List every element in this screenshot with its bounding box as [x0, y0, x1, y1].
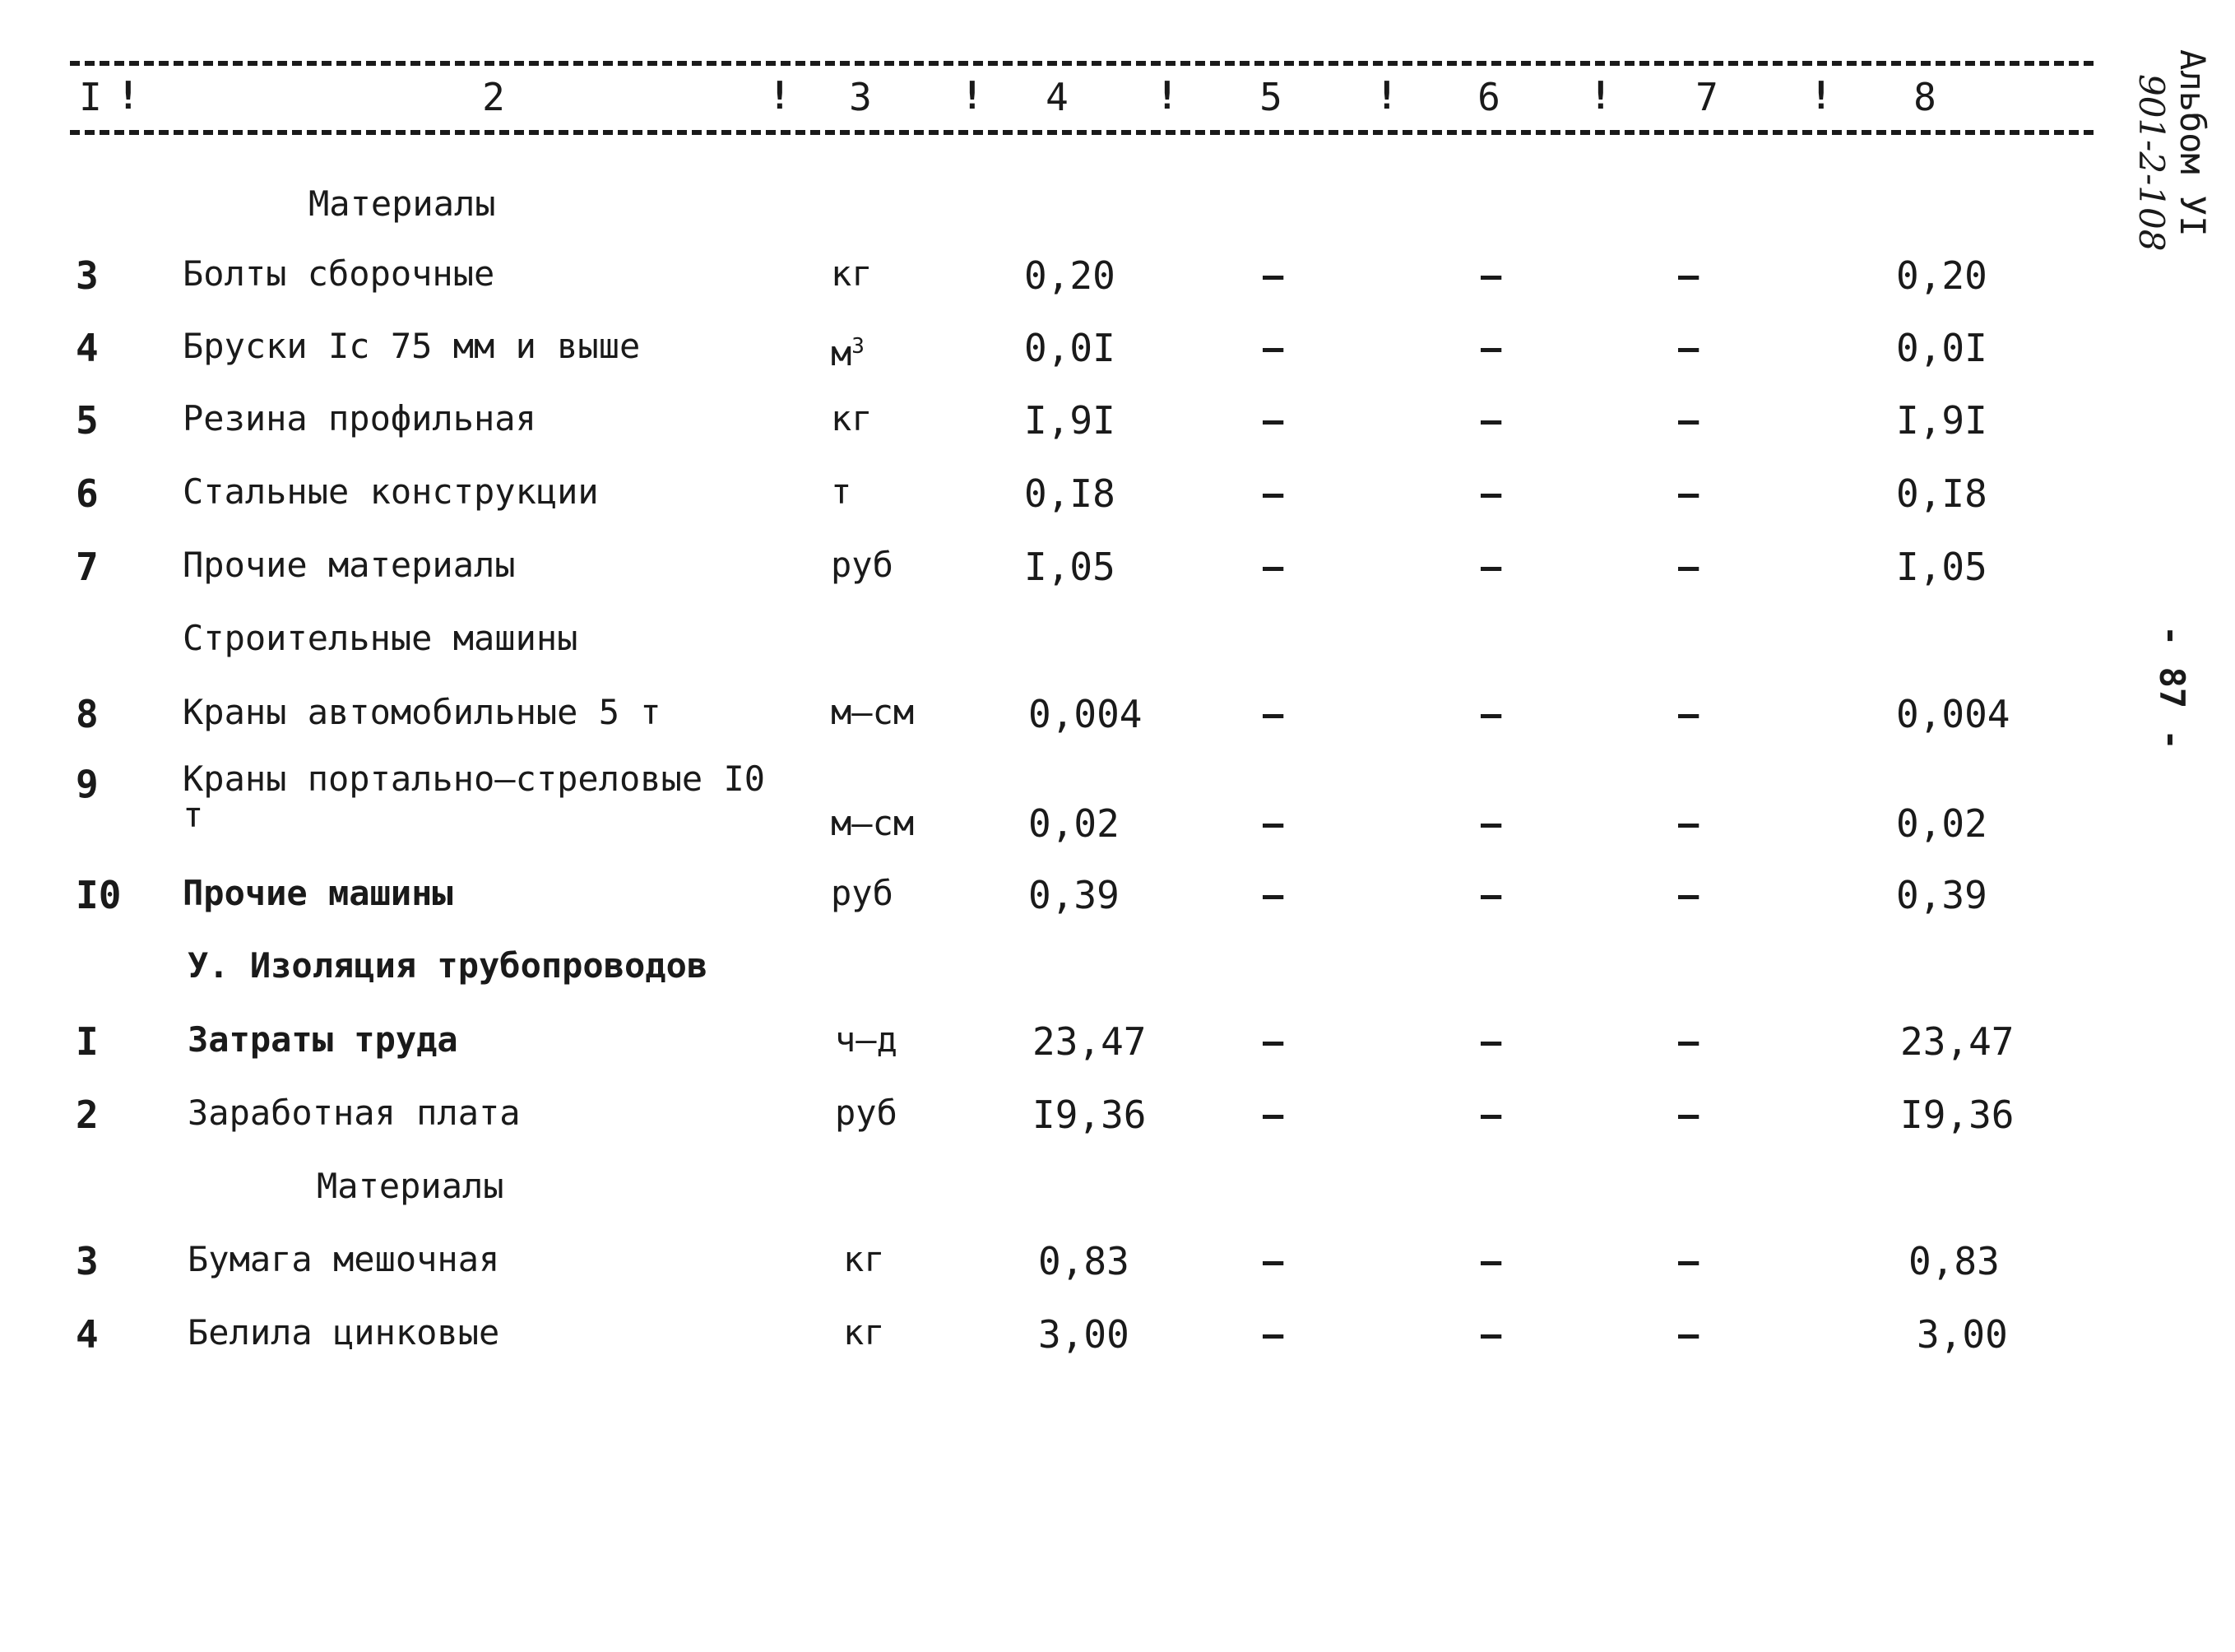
table-row [0, 617, 2235, 675]
row-col7: – [1678, 400, 1699, 440]
row-col5: – [1263, 1241, 1284, 1281]
column-header-7: 7 [1695, 75, 1718, 119]
row-col7: – [1678, 1021, 1699, 1061]
row-unit: руб [831, 545, 893, 585]
row-col7: – [1678, 1241, 1699, 1281]
row-col8: 3,00 [1917, 1312, 2008, 1357]
row-col4: 0,83 [1038, 1239, 1129, 1283]
row-col4: 0,004 [1028, 692, 1143, 736]
table-row [0, 1311, 2235, 1369]
row-col6: – [1481, 255, 1502, 295]
row-name: Затраты труда [188, 1019, 458, 1060]
row-name: Материалы [317, 1166, 504, 1206]
table-row [0, 253, 2235, 310]
row-number: 5 [76, 398, 99, 443]
row-col4: 0,20 [1024, 253, 1115, 298]
row-col5: – [1263, 1021, 1284, 1061]
table-row [0, 325, 2235, 383]
table-row [0, 471, 2235, 528]
row-unit: кг [831, 398, 873, 439]
column-separator [768, 72, 791, 118]
row-name: Бруски Iс 75 мм и выше [183, 326, 641, 366]
row-unit: руб [835, 1093, 897, 1133]
row-unit: кг [843, 1312, 885, 1353]
row-col8: 0,83 [1908, 1239, 2000, 1283]
row-col6: – [1481, 1021, 1502, 1061]
column-separator [1810, 72, 1833, 118]
header-top-rule [70, 61, 2094, 66]
table-row [0, 1092, 2235, 1149]
table-row [0, 691, 2235, 749]
column-header-2: 2 [482, 75, 505, 119]
header-bottom-rule [70, 130, 2094, 135]
column-separator [1156, 72, 1179, 118]
row-unit: кг [831, 253, 873, 294]
table-row [0, 397, 2235, 455]
column-header-5: 5 [1259, 75, 1282, 119]
row-col8: 0,20 [1896, 253, 1987, 298]
column-header-3: 3 [849, 75, 872, 119]
row-col7: – [1678, 1094, 1699, 1135]
row-unit: м–см [831, 692, 915, 732]
row-col6: – [1481, 694, 1502, 734]
row-subheading: У. Изоляция трубопроводов [188, 945, 708, 986]
table-row [0, 1019, 2235, 1076]
row-col6: – [1481, 400, 1502, 440]
row-subheading: Строительные машины [183, 618, 578, 658]
row-col5: – [1263, 1094, 1284, 1135]
column-header-1: I [79, 75, 102, 119]
row-unit [831, 325, 865, 375]
row-col4: 3,00 [1038, 1312, 1129, 1357]
table-row [0, 872, 2235, 930]
row-col6: – [1481, 546, 1502, 587]
row-number: 3 [76, 1239, 99, 1283]
row-col5: – [1263, 694, 1284, 734]
row-name: Резина профильная [183, 398, 536, 439]
row-col8: 0,02 [1896, 801, 1987, 846]
row-col4: I,05 [1024, 545, 1115, 589]
row-number: I [76, 1019, 99, 1064]
row-col4: I9,36 [1032, 1093, 1147, 1137]
row-number: 6 [76, 471, 99, 516]
row-col5: – [1263, 803, 1284, 843]
row-col4: 0,0I [1024, 326, 1115, 370]
row-name: Краны автомобильные 5 т [183, 692, 661, 732]
row-number: 9 [76, 762, 99, 806]
row-number: 2 [76, 1093, 99, 1137]
unit-text: м [831, 333, 852, 374]
row-col6: – [1481, 1314, 1502, 1354]
table-row [0, 183, 2235, 240]
page-number: - 87 - [2152, 625, 2192, 750]
row-number: 8 [76, 692, 99, 736]
row-col5: – [1263, 400, 1284, 440]
row-name: Заработная плата [188, 1093, 521, 1133]
row-col4: 23,47 [1032, 1019, 1147, 1064]
row-col5: – [1263, 546, 1284, 587]
row-col8: 0,I8 [1896, 471, 1987, 516]
row-col7: – [1678, 255, 1699, 295]
row-col8: 23,47 [1900, 1019, 2015, 1064]
row-number: 3 [76, 253, 99, 298]
table-row [0, 544, 2235, 601]
row-col6: – [1481, 473, 1502, 513]
row-col8: I,05 [1896, 545, 1987, 589]
row-col6: – [1481, 1241, 1502, 1281]
row-col8: 0,39 [1896, 873, 1987, 917]
column-header-8: 8 [1913, 75, 1936, 119]
column-separator [1375, 72, 1398, 118]
row-col8: 0,004 [1896, 692, 2010, 736]
row-col8: I9,36 [1900, 1093, 2015, 1137]
row-name: Прочие материалы [183, 545, 516, 585]
album-code: 901-2-108 [2131, 74, 2172, 252]
column-header-6: 6 [1477, 75, 1500, 119]
row-col6: – [1481, 803, 1502, 843]
row-col5: – [1263, 1314, 1284, 1354]
row-col8: I,9I [1896, 398, 1987, 443]
row-number: 4 [76, 1312, 99, 1357]
row-number: I0 [76, 873, 122, 917]
row-col5: – [1263, 327, 1284, 368]
row-col7: – [1678, 875, 1699, 915]
row-unit: т [831, 471, 852, 512]
row-col5: – [1263, 473, 1284, 513]
row-col6: – [1481, 875, 1502, 915]
row-unit: кг [843, 1239, 885, 1279]
row-name: Бумага мешочная [188, 1239, 500, 1279]
row-col4: I,9I [1024, 398, 1115, 443]
row-number: 4 [76, 326, 99, 370]
row-col7: – [1678, 803, 1699, 843]
table-row [0, 761, 2235, 852]
row-col7: – [1678, 327, 1699, 368]
table-row [0, 1238, 2235, 1296]
row-col8: 0,0I [1896, 326, 1987, 370]
row-unit: руб [831, 873, 893, 913]
unit-superscript: 3 [851, 334, 865, 359]
row-unit: м–см [831, 803, 915, 843]
table-row [0, 944, 2235, 1002]
column-separator [961, 72, 984, 118]
row-col4: 0,02 [1028, 801, 1120, 846]
row-col6: – [1481, 327, 1502, 368]
row-name: Прочие машины [183, 873, 453, 913]
row-col6: – [1481, 1094, 1502, 1135]
column-separator [117, 72, 140, 118]
row-name: Стальные конструкции [183, 471, 599, 512]
album-title: Альбом УI [2172, 49, 2213, 237]
column-separator [1589, 72, 1612, 118]
row-name: Болты сборочные [183, 253, 495, 294]
row-col4: 0,I8 [1024, 471, 1115, 516]
row-number: 7 [76, 545, 99, 589]
row-col7: – [1678, 473, 1699, 513]
row-col4: 0,39 [1028, 873, 1120, 917]
row-name: Материалы [308, 183, 496, 224]
row-name: Краны портально–стреловые I0 т [183, 759, 766, 835]
table-row [0, 1165, 2235, 1223]
row-name: Белила цинковые [188, 1312, 500, 1353]
column-header-4: 4 [1046, 75, 1069, 119]
row-col7: – [1678, 1314, 1699, 1354]
row-col7: – [1678, 694, 1699, 734]
row-col7: – [1678, 546, 1699, 587]
row-col5: – [1263, 255, 1284, 295]
row-col5: – [1263, 875, 1284, 915]
row-unit: ч–д [835, 1019, 897, 1060]
